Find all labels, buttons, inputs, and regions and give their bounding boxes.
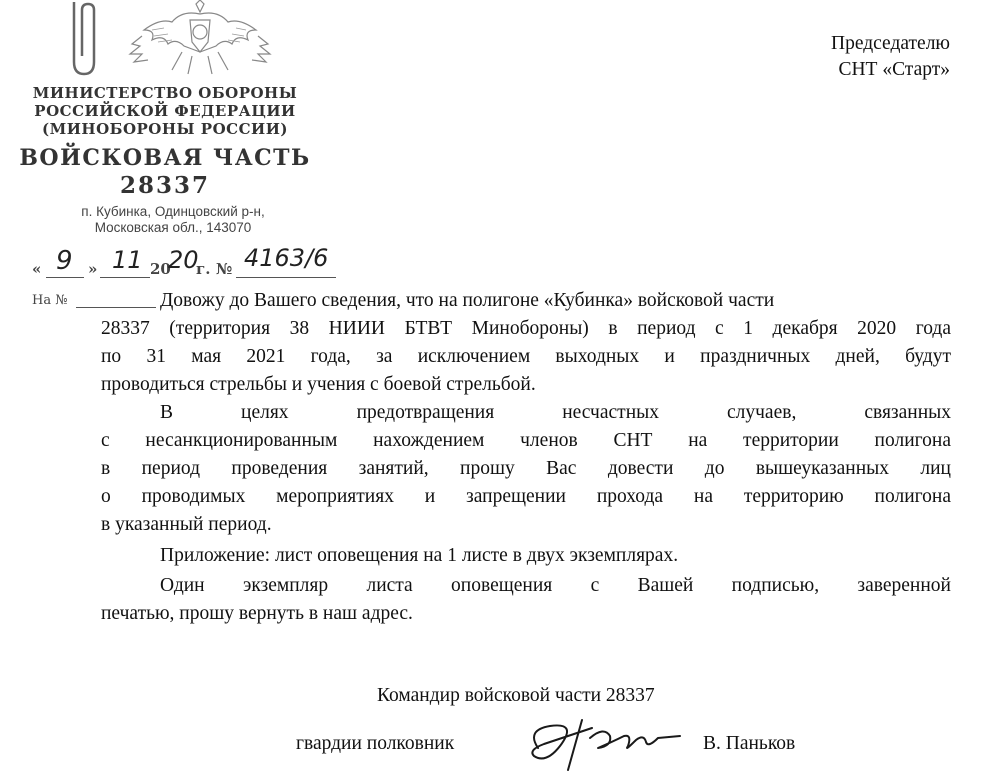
signatory-rank: гвардии полковник: [296, 733, 455, 754]
body-line: печатью, прошу вернуть в наш адрес.: [101, 603, 413, 624]
reference-number-line: [30, 291, 160, 311]
handwritten-outgoing-number: 4163/6: [244, 244, 329, 272]
close-quote: »: [88, 260, 98, 278]
body-line: с несанкционированным нахождением членов СНТ на территории полигона: [101, 430, 951, 451]
addressee-title: Председателю: [831, 33, 950, 54]
body-line: 28337 (территория 38 НИИИ БТВТ Минобороны) в период с 1 декабря 2020 года: [101, 318, 951, 339]
addressee-organization: СНТ «Старт»: [838, 59, 950, 80]
signatory-position: Командир войсковой части 28337: [377, 685, 655, 706]
ministry-name-line: (МИНОБОРОНЫ РОССИИ): [42, 120, 288, 138]
body-line: в период проведения занятий, прошу Вас довести до вышеуказанных лиц: [101, 458, 951, 479]
reference-label: На №: [32, 293, 68, 308]
handwritten-month: 11: [112, 246, 143, 274]
ministry-name-line: МИНИСТЕРСТВО ОБОРОНЫ: [32, 84, 298, 102]
body-line: проводиться стрельбы и учения с боевой стрельбой.: [101, 374, 536, 395]
body-line: по 31 мая 2021 года, за исключением выходных и праздничных дней, будут: [101, 346, 951, 367]
unit-title: ВОЙСКОВАЯ ЧАСТЬ: [19, 145, 311, 171]
body-line: В целях предотвращения несчастных случаев, связанных: [160, 402, 951, 423]
double-headed-eagle-emblem-icon: [112, 0, 288, 78]
open-quote: «: [32, 260, 42, 278]
year-prefix: 20: [150, 260, 171, 278]
address-line: п. Кубинка, Одинцовский р-н,: [81, 204, 265, 219]
body-line: Один экземпляр листа оповещения с Вашей подписью, заверенной: [160, 575, 951, 596]
body-line: Довожу до Вашего сведения, что на полигоне «Кубинка» войсковой части: [160, 290, 775, 311]
address-line: Московская обл., 143070: [94, 220, 252, 235]
handwritten-year: 20: [168, 246, 199, 274]
number-label: №: [216, 260, 233, 278]
paper-clip-icon: [62, 0, 102, 78]
year-suffix: г.: [196, 260, 211, 278]
ministry-name-line: РОССИЙСКОЙ ФЕДЕРАЦИИ: [34, 102, 296, 120]
handwritten-day: 9: [56, 246, 73, 276]
attachment-line: Приложение: лист оповещения на 1 листе в двух экземплярах.: [160, 545, 679, 566]
body-line: о проводимых мероприятиях и запрещении прохода на территорию полигона: [101, 486, 951, 507]
unit-number: 28337: [119, 172, 211, 199]
date-number-line: [30, 246, 340, 286]
signatory-name: В. Паньков: [703, 733, 796, 754]
body-line: в указанный период.: [101, 514, 272, 535]
handwritten-signature-icon: [520, 712, 690, 774]
